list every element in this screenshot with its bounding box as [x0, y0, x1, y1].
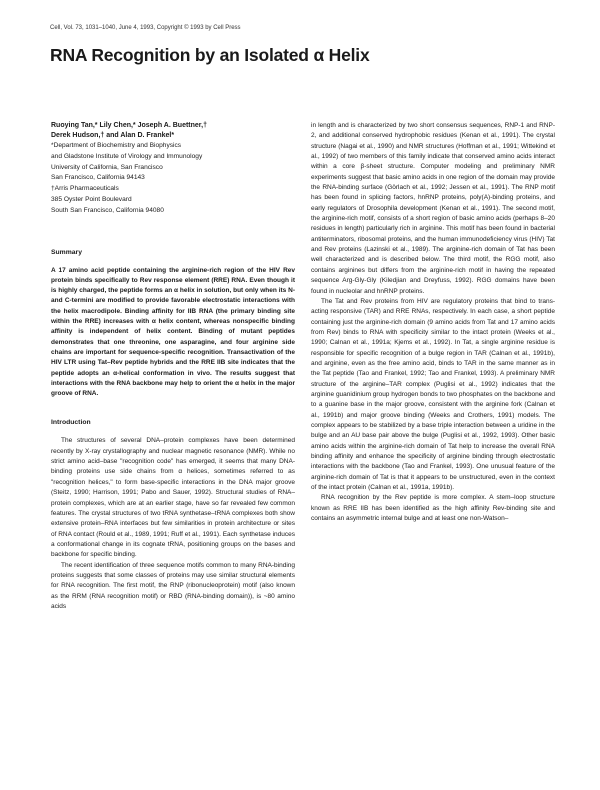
- article-title: RNA Recognition by an Isolated α Helix: [50, 45, 370, 65]
- right-paragraph-3: RNA recognition by the Rev peptide is more complex. A stem–loop structure known as RRE IIB has been identified as the high affinity Rev-binding site and contains an asymmetric internal bulge and at least one non-Watson–: [311, 494, 555, 523]
- right-paragraph-2: The Tat and Rev proteins from HIV are regulatory proteins that bind to trans-acting responsive (TAR) and RRE RNAs, respectively. In each case, a short peptide containing just the arginine-rich domain (9 amino acids from Tat and 17 amino acids from Rev) binds to RNA with specificity similar to the intact protein (Weeks et al., 1990; Calnan et al., 1991a; Kjems et al., 1992). In Tat, a single arginine residue is responsible for specific recognition of a bulge region in TAR (Calnan et al., 1991b), and arginine, even as the free amino acid, binds to TAR in the same manner as in the Tat peptide (Tao and Frankel, 1992; Tao and Frankel, 1993). A preliminary NMR structure of the arginine–TAR complex (Puglisi et al., 1992) indicates that the arginine guanidinium group hydrogen bonds to two phosphates on the backbone and to a guanine base in the major groove, consistent with the arginine fork (Calnan et al., 1991b) and major groove binding (Weeks and Crothers, 1991) models. The complex appears to be stabilized by a base triple interaction between a uridine in the bulge and an AU base pair above the bulge (Puglisi et al., 1992, 1993). Other basic amino acids within the arginine-rich domain of Tat help to increase the overall RNA binding affinity and enhance the specificity of arginine binding through electrostatic interactions with the backbone (Tao and Frankel, 1993). One unusual feature of the arginine-rich domain of Tat is that it appears to be unstructured, even in the context of the intact protein (Calnan et al., 1991a, 1991b).: [311, 297, 555, 492]
- intro-paragraph-1: The structures of several DNA–protein complexes have been determined recently by X-ray crystallography and nuclear magnetic resonance (NMR). While no strict amino acid–base "recognition code" has emerged, it seems that many DNA-binding proteins use side chains from α helices, sometimes referred to as "recognition helices," to form base-specific interactions in the DNA major groove (Steitz, 1990; Harrison, 1991; Pabo and Sauer, 1992). Structural studies of RNA–protein complexes, which are at an earlier stage, have so far revealed few common features. The crystal structures of two tRNA synthetase–tRNA complexes both show extensive protein–RNA interfaces but few similarities in protein architecture or sites of RNA contact (Rould et al., 1989, 1991; Ruff et al., 1991). Each synthetase induces a conformational change in its cognate tRNA, positioning groups on the bases and backbone for specific binding.: [51, 437, 295, 559]
- affiliation-line: and Gladstone Institute of Virology and Immunology: [51, 152, 203, 160]
- summary-heading: Summary: [51, 248, 82, 256]
- right-paragraph-1: in length and is characterized by two short consensus sequences, RNP-1 and RNP-2, and additional conserved hydrophobic residues (Kenan et al., 1991). The crystal structure (Nagai et al., 1990) and NMR structures (Hoffman et al., 1991; Wittekind et al., 1992) of two members of this family indicate that conserved amino acids interact within a core β-sheet structure. Computer modeling and preliminary NMR experiments suggest that basic amino acids in one region of the domain may provide the RNA-binding surface (Görlach et al., 1992; Jessen et al., 1991). The RNP motif has been found in splicing factors, hnRNP proteins, poly(A)-binding proteins, and early regulators of Drosophila development (Kenan et al., 1991). The second motif, the arginine-rich motif, consists of a short region of basic amino acids (perhaps 8–20 residues in length) particularly rich in arginine. This motif has been found in bacterial antiterminators, ribosomal proteins, and the human immunodeficiency virus (HIV) Tat and Rev proteins (Lazinski et al., 1989). The arginine-rich domain of Tat has been well characterized and is described below. The third motif, the RGG motif, also contains arginines but differs from the arginine-rich motif in having the repeated sequence Arg-Gly-Gly (Kiledjian and Dreyfuss, 1992). RGG domains have been found in nucleolar and hnRNP proteins.: [311, 122, 555, 295]
- journal-citation-header: Cell, Vol. 73, 1031–1040, June 4, 1993, Copyright © 1993 by Cell Press: [50, 25, 241, 31]
- summary-text: A 17 amino acid peptide containing the arginine-rich region of the HIV Rev protein binds specifically to Rev response element (RRE) RNA. Even though it is highly charged, the peptide forms an α helix in solution, but only when its N- and C-termini are modified to provide favorable electrostatic interactions with the helix macrodipole. Binding affinity for IIB RNA (the primary binding site within the RRE) increases with α helix content, whereas nonspecific binding affinity is independent of helix content. Binding of mutant peptides demonstrates that one threonine, one asparagine, and four arginine side chains are important for sequence-specific recognition. Transactivation of the HIV LTR using Tat–Rev peptide hybrids and the RRE IIB site indicates that the peptide adopts an α-helical conformation in vivo. The results suggest that interactions with the RNA backbone may help to orient the α helix in the major groove of RNA.: [51, 266, 295, 398]
- introduction-heading: Introduction: [51, 419, 91, 427]
- affiliation-line: 385 Oyster Point Boulevard: [51, 195, 132, 203]
- affiliation-line: *Department of Biochemistry and Biophysics: [51, 142, 182, 149]
- author-list: [51, 121, 295, 141]
- right-column: [311, 121, 555, 524]
- affiliation-line: †Arris Pharmaceuticals: [51, 185, 119, 193]
- affiliation-line: San Francisco, California 94143: [51, 174, 145, 182]
- intro-paragraph-2: The recent identification of three sequence motifs common to many RNA-binding proteins suggests that some classes of proteins may use similar structural elements for RNA recognition. The first motif, the RNP (ribonucleoprotein) motif (also known as the RRM (RNA recognition motif) or RBD (RNA-binding domain)), is ~80 amino acids: [51, 561, 295, 610]
- affiliations: [51, 141, 295, 217]
- left-column: [51, 121, 295, 612]
- affiliation-line: University of California, San Francisco: [51, 163, 163, 171]
- affiliation-line: South San Francisco, California 94080: [51, 206, 164, 214]
- author-line-1: Ruoying Tan,* Lily Chen,* Joseph A. Buettner,†: [51, 122, 207, 129]
- author-line-2: Derek Hudson,† and Alan D. Frankel*: [51, 132, 175, 139]
